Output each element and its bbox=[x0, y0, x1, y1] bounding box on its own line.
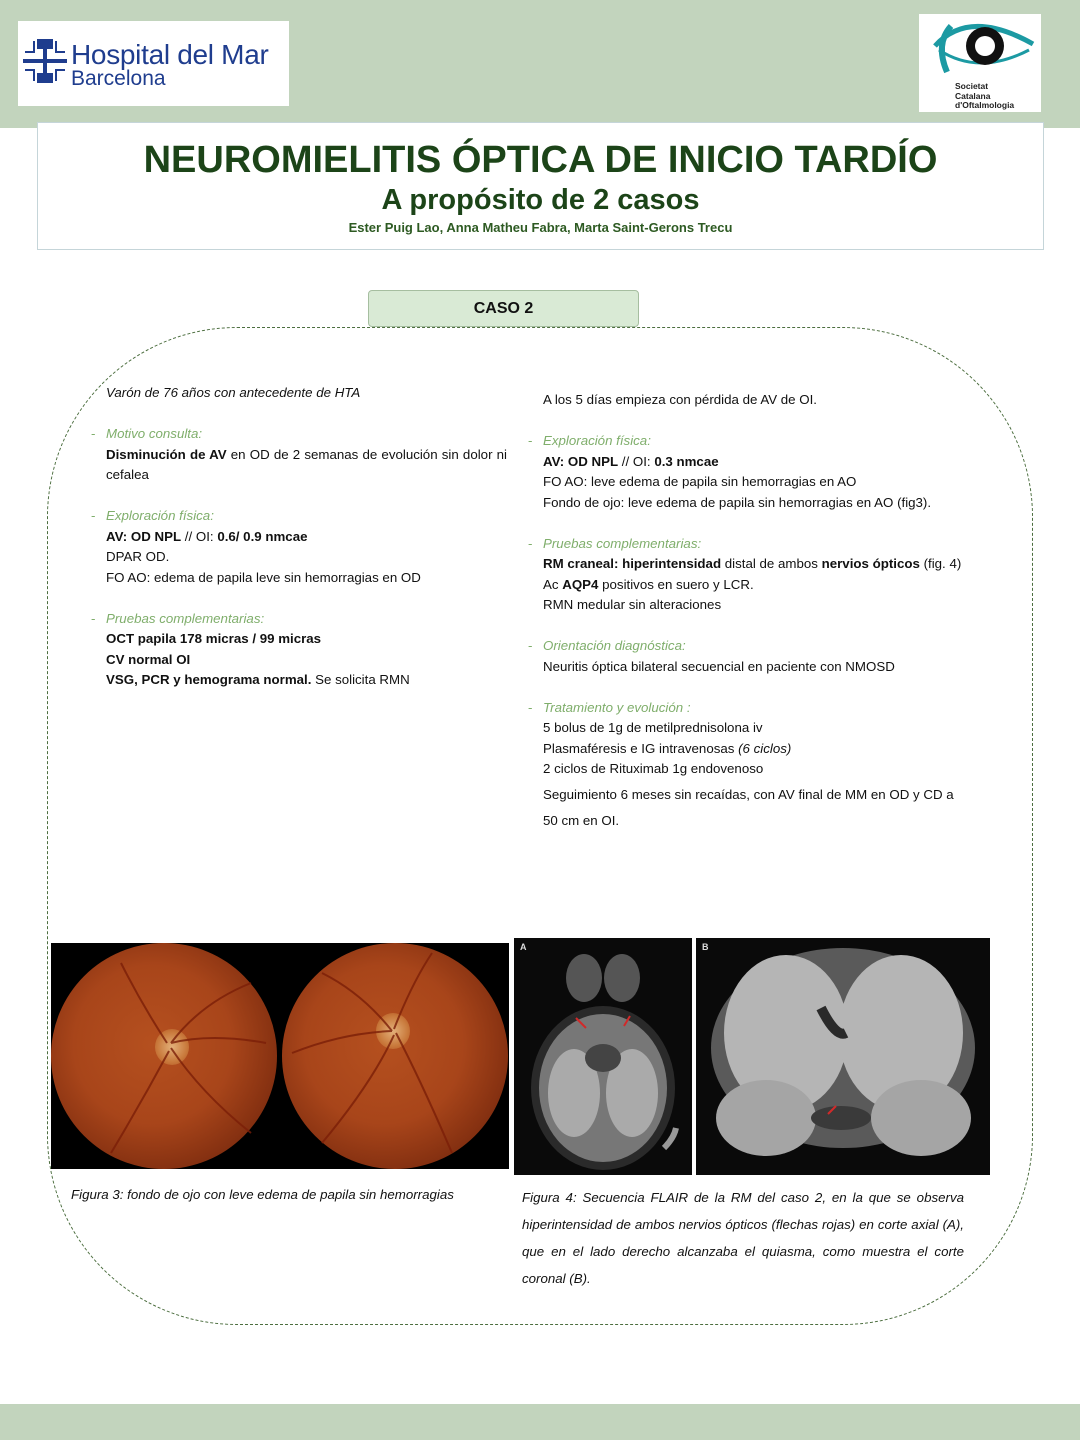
oct-line: OCT papila 178 micras / 99 micras bbox=[106, 631, 322, 646]
tratamiento-line-1: 5 bolus de 1g de metilprednisolona iv bbox=[543, 720, 763, 735]
mri-label-a: A bbox=[520, 942, 527, 952]
motivo-bold: Disminución de AV bbox=[106, 446, 227, 462]
av-sep-2: // OI: bbox=[618, 453, 655, 469]
eye-logo-icon bbox=[929, 16, 1039, 84]
lab-line bbox=[106, 670, 507, 691]
hospital-name: Hospital del Mar bbox=[71, 39, 269, 70]
tratamiento-line-4: Seguimiento 6 meses sin recaídas, con AV final de MM en OD y CD a 50 cm en OI. bbox=[543, 786, 954, 828]
tratamiento-line-3: 2 ciclos de Rituximab 1g endovenoso bbox=[543, 761, 764, 776]
hospital-city: Barcelona bbox=[71, 67, 166, 90]
poster-authors: Ester Puig Lao, Anna Matheu Fabra, Marta Saint-Gerons Trecu bbox=[348, 220, 733, 235]
society-line-1: Societat bbox=[955, 81, 989, 91]
figure-3-caption: Figura 3: fondo de ojo con leve edema de papila sin hemorragias bbox=[71, 1187, 454, 1202]
society-line-3: d'Oftalmologia bbox=[955, 100, 1015, 110]
hospital-cross-icon bbox=[23, 39, 67, 83]
section-heading-tratamiento: - Tratamiento y evolución : bbox=[543, 698, 971, 719]
poster-title: NEUROMIELITIS ÓPTICA DE INICIO TARDÍO bbox=[143, 139, 938, 181]
case-intro: Varón de 76 años con antecedente de HTA bbox=[106, 385, 361, 400]
footer-band bbox=[0, 1404, 1080, 1440]
fondo-line: Fondo de ojo: leve edema de papila sin hemorragias en AO (fig3). bbox=[543, 494, 932, 510]
section-heading-orientacion: - Orientación diagnóstica: bbox=[543, 636, 971, 657]
figure-4-caption: Figura 4: Secuencia FLAIR de la RM del caso 2, en la que se observa hiperintensidad de ambos nervios ópticos (flechas rojas) en corte axial (A), que en el lado derecho alcanzaba el quiasma, como muestra el corte coronal (B). bbox=[522, 1190, 964, 1286]
rm-bold-2: nervios ópticos bbox=[821, 556, 920, 571]
title-box bbox=[37, 122, 1044, 250]
av-sep: // OI: bbox=[181, 528, 218, 544]
mri-label-b: B bbox=[702, 942, 709, 952]
section-heading-exploracion-2: - Exploración física: bbox=[543, 431, 971, 452]
left-column bbox=[106, 383, 507, 691]
av-oi: 0.6/ 0.9 nmcae bbox=[217, 528, 308, 544]
rm-mid: distal de ambos bbox=[721, 556, 822, 571]
av-oi-2: 0.3 nmcae bbox=[654, 453, 719, 469]
rm-line bbox=[543, 554, 971, 575]
rm-bold: RM craneal: hiperintensidad bbox=[543, 556, 722, 571]
plasma-cycles: (6 ciclos) bbox=[738, 740, 792, 756]
case-tab: CASO 2 bbox=[368, 290, 639, 327]
section-heading-pruebas-2: - Pruebas complementarias: bbox=[543, 534, 971, 555]
av-line bbox=[106, 527, 507, 548]
av-od-2: AV: OD NPL bbox=[543, 453, 619, 469]
fundus-image bbox=[51, 943, 509, 1169]
plasma-text: Plasmaféresis e IG intravenosas bbox=[543, 740, 739, 756]
hospital-logo bbox=[18, 21, 289, 106]
right-intro: A los 5 días empieza con pérdida de AV de OI. bbox=[543, 392, 817, 407]
rm-end: (fig. 4) bbox=[919, 556, 962, 571]
ac-line bbox=[543, 575, 971, 596]
motivo-text bbox=[106, 445, 507, 486]
ac-post: positivos en suero y LCR. bbox=[598, 576, 754, 592]
fo-line-2: FO AO: leve edema de papila sin hemorragias en AO bbox=[543, 474, 857, 489]
lab-bold: VSG, PCR y hemograma normal. bbox=[106, 672, 312, 687]
fundus-left-eye bbox=[282, 943, 508, 1169]
motivo-rest: en OD de 2 semanas de evolución sin dolor ni cefalea bbox=[106, 446, 508, 482]
av-line-2 bbox=[543, 452, 971, 473]
tratamiento-line-2 bbox=[543, 739, 971, 760]
rmn-medular-line: RMN medular sin alteraciones bbox=[543, 597, 722, 612]
ac-pre: Ac bbox=[543, 576, 563, 592]
section-heading-pruebas: - Pruebas complementarias: bbox=[106, 609, 507, 630]
dpar-line: DPAR OD. bbox=[106, 549, 170, 564]
orientacion-text: Neuritis óptica bilateral secuencial en paciente con NMOSD bbox=[543, 658, 895, 674]
society-line-2: Catalana bbox=[955, 90, 991, 101]
right-column bbox=[543, 390, 971, 834]
society-logo bbox=[919, 14, 1041, 112]
av-od: AV: OD NPL bbox=[106, 528, 182, 544]
lab-rest: Se solicita RMN bbox=[311, 672, 410, 687]
section-heading-motivo: - Motivo consulta: bbox=[106, 424, 507, 445]
poster-subtitle: A propósito de 2 casos bbox=[381, 184, 700, 216]
ac-bold: AQP4 bbox=[562, 576, 599, 592]
mri-coronal-image bbox=[696, 938, 990, 1175]
fundus-right-eye bbox=[51, 943, 277, 1169]
mri-axial-image bbox=[514, 938, 692, 1175]
cv-line: CV normal OI bbox=[106, 651, 191, 667]
section-heading-exploracion: - Exploración física: bbox=[106, 506, 507, 527]
fo-line: FO AO: edema de papila leve sin hemorragias en OD bbox=[106, 569, 421, 585]
society-name bbox=[955, 82, 1014, 111]
